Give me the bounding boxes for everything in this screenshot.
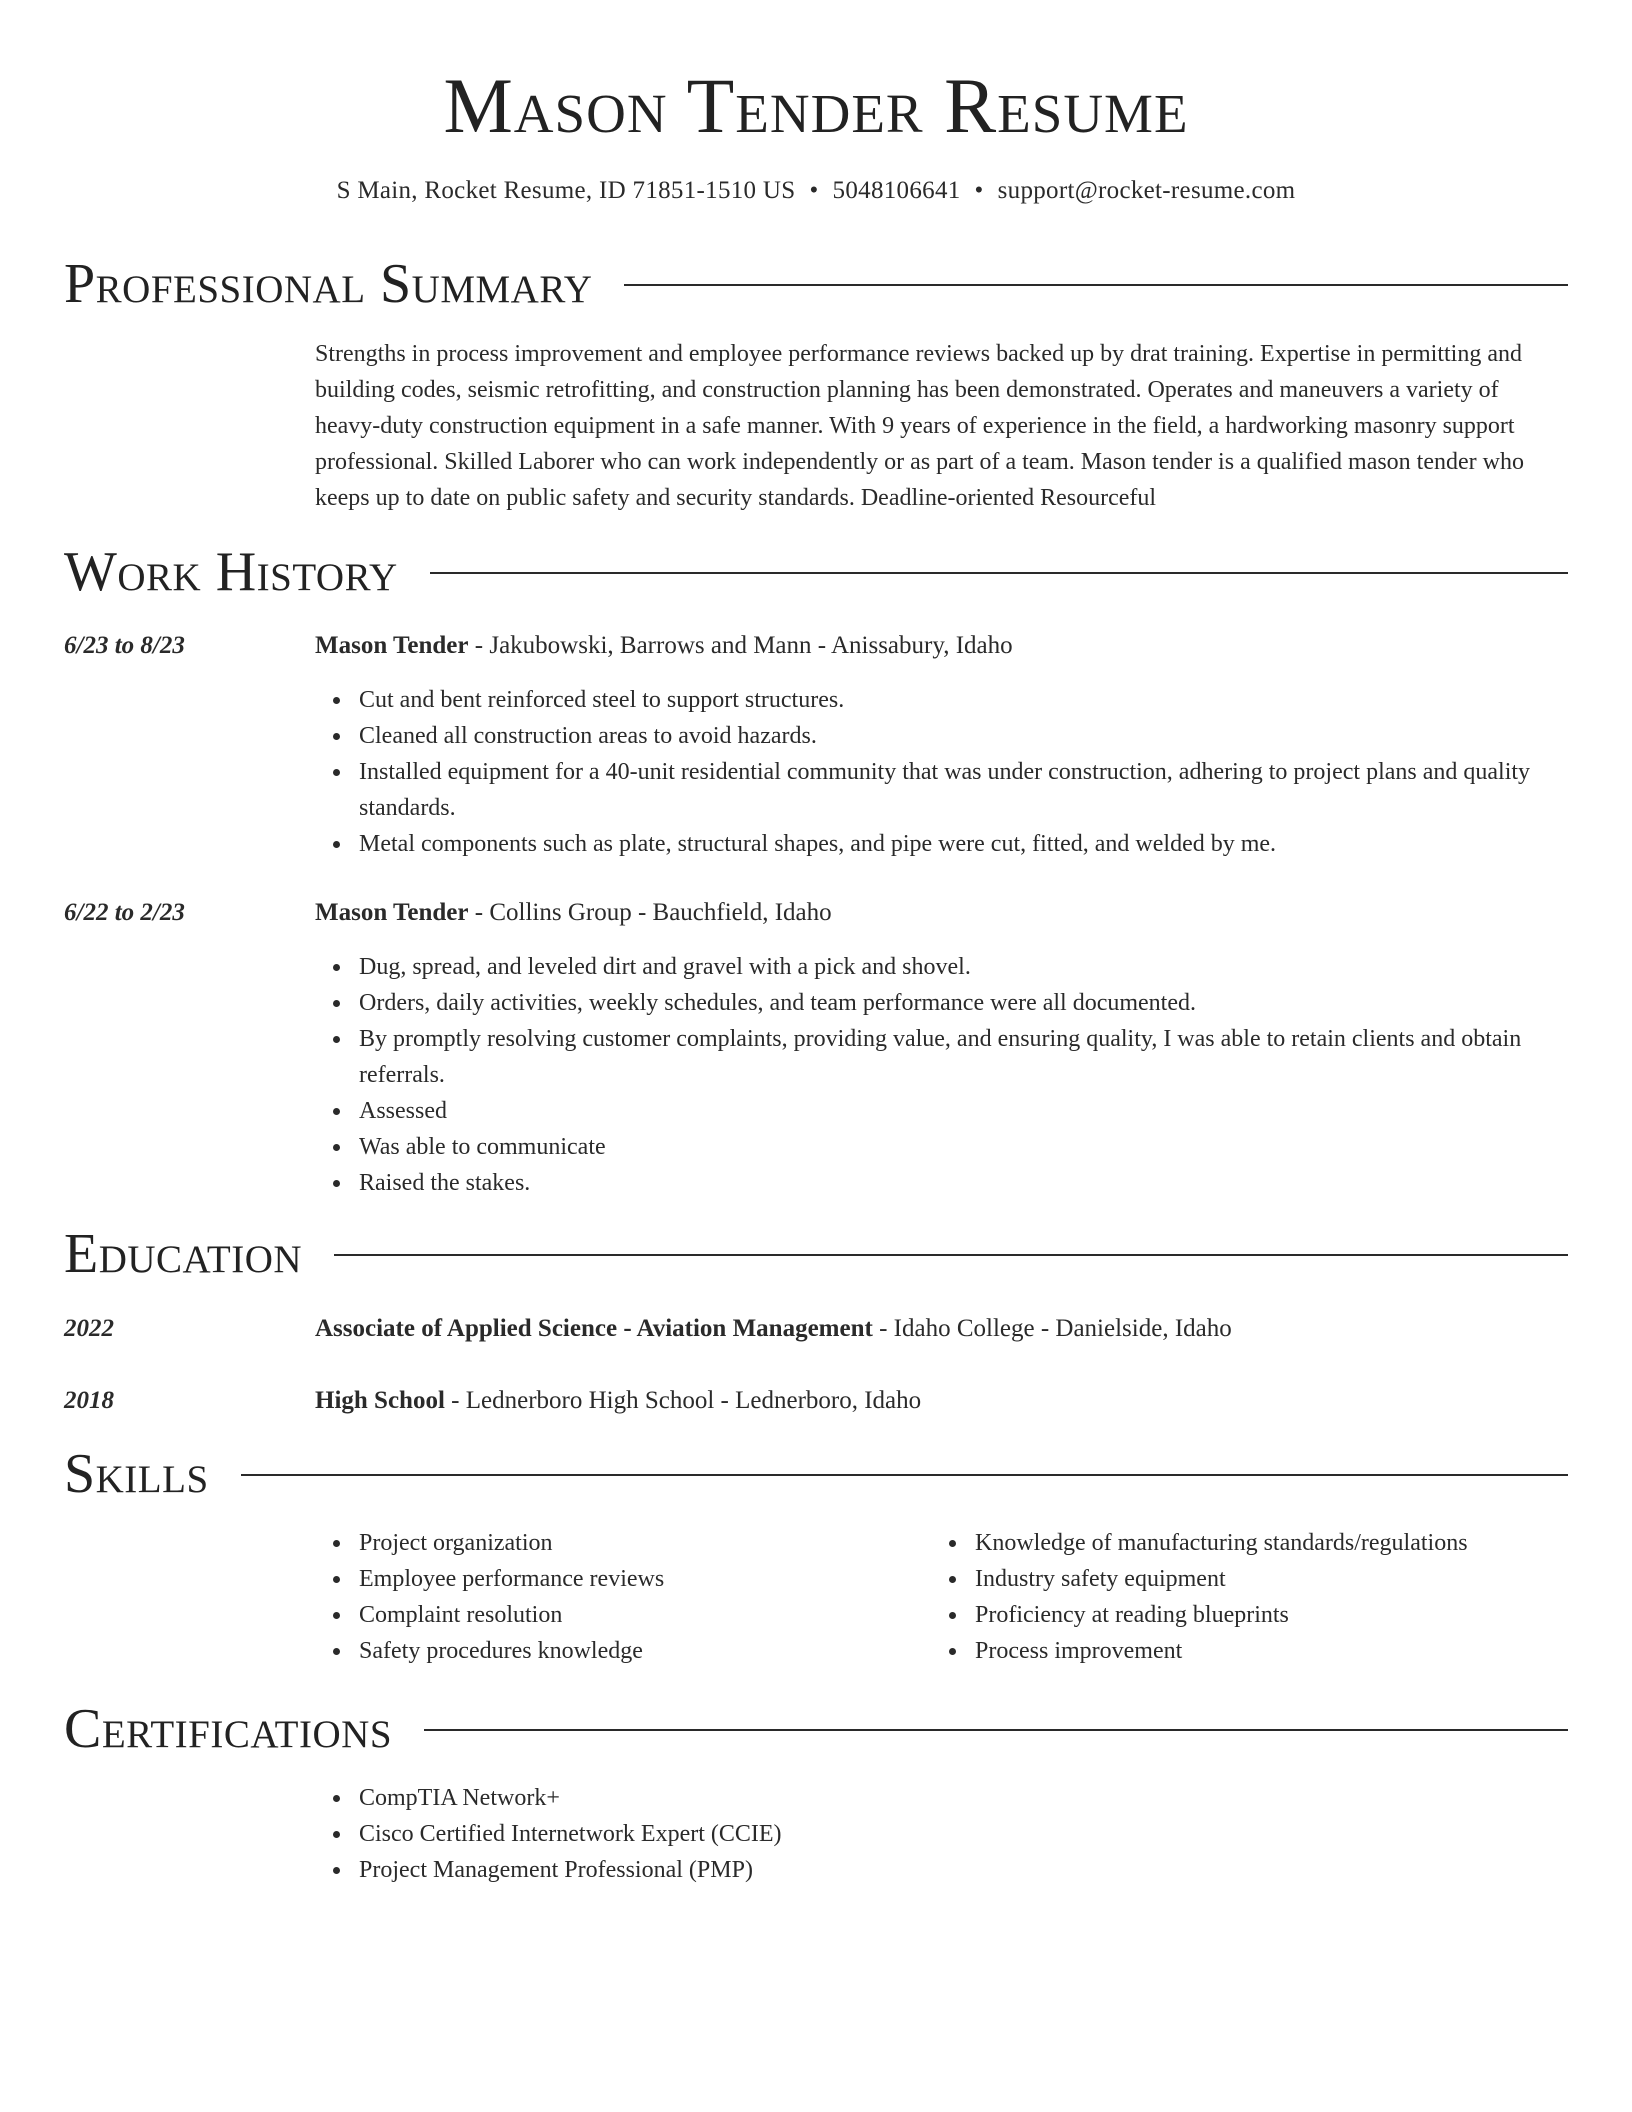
list-item: Knowledge of manufacturing standards/regulations [975,1525,1612,1561]
list-item: CompTIA Network+ [359,1780,1612,1816]
section-divider [424,1729,1568,1731]
list-item: Proficiency at reading blueprints [975,1597,1612,1633]
list-item: Metal components such as plate, structural shapes, and pipe were cut, fitted, and welded by me. [359,826,1612,862]
list-item: Cut and bent reinforced steel to support structures. [359,682,1612,718]
job-heading [315,628,1013,664]
education-heading [315,1311,1232,1347]
job-bullets [315,682,1612,862]
job-details: - Jakubowski, Barrows and Mann - Anissabury, Idaho [468,632,1013,659]
education-section-heading [64,1222,1568,1286]
phone: 5048106641 [832,177,961,204]
list-item: Installed equipment for a 40-unit residential community that was under construction, adhering to project plans and quality standards. [359,754,1612,826]
job-dates: 6/22 to 2/23 [64,899,185,926]
education-year: 2018 [64,1387,114,1414]
address: S Main, Rocket Resume, ID 71851-1510 US [336,177,796,204]
certifications-section-heading [64,1697,1568,1761]
education-details: - Lednerboro High School - Lednerboro, Idaho [444,1387,922,1414]
job-title: Mason Tender [315,899,469,926]
education-details: - Idaho College - Danielside, Idaho [872,1315,1232,1342]
skills-list-right [931,1525,1612,1669]
list-item: Project Management Professional (PMP) [359,1852,1612,1888]
section-title: Skills [64,1443,209,1505]
list-item: Raised the stakes. [359,1165,1612,1201]
skills-list-left [315,1525,959,1669]
list-item: Cisco Certified Internetwork Expert (CCIE) [359,1816,1612,1852]
education-year: 2022 [64,1315,114,1342]
section-title: Work History [64,541,398,603]
list-item: Project organization [359,1525,959,1561]
list-item: Orders, daily activities, weekly schedules, and team performance were all documented. [359,985,1612,1021]
contact-line [64,173,1568,209]
list-item: Process improvement [975,1633,1612,1669]
section-title: Certifications [64,1698,393,1760]
section-divider [430,572,1568,574]
list-item: Cleaned all construction areas to avoid hazards. [359,718,1612,754]
section-title: Education [64,1223,303,1285]
job-details: - Collins Group - Bauchfield, Idaho [468,899,832,926]
work-section-heading [64,540,1568,604]
list-item: Assessed [359,1093,1612,1129]
section-divider [241,1474,1568,1476]
section-divider [624,284,1568,286]
separator: • [809,177,819,204]
resume-title: Mason Tender Resume [443,62,1189,149]
list-item: Industry safety equipment [975,1561,1612,1597]
list-item: By promptly resolving customer complaints, providing value, and ensuring quality, I was able to retain clients and obtain referrals. [359,1021,1612,1093]
list-item: Safety procedures knowledge [359,1633,959,1669]
degree: High School [315,1387,445,1414]
job-dates: 6/23 to 8/23 [64,632,185,659]
job-title: Mason Tender [315,632,469,659]
summary-section-heading [64,252,1568,316]
certifications-list [315,1780,1612,1888]
job-bullets [315,949,1612,1201]
section-title: Professional Summary [64,253,593,315]
degree: Associate of Applied Science - Aviation Management [315,1315,873,1342]
list-item: Complaint resolution [359,1597,959,1633]
separator: • [974,177,984,204]
section-divider [334,1254,1568,1256]
job-heading [315,895,832,931]
email-link[interactable]: support@rocket-resume.com [997,177,1296,204]
education-heading [315,1383,921,1419]
skills-section-heading [64,1442,1568,1506]
list-item: Dug, spread, and leveled dirt and gravel with a pick and shovel. [359,949,1612,985]
list-item: Employee performance reviews [359,1561,959,1597]
summary-text: Strengths in process improvement and employee performance reviews backed up by drat training. Expertise in permitting and building codes, seismic retrofitting, and construction planning has been demonstrated. Operates and maneuvers a variety of heavy-duty construction equipment in a safe manner. With 9 years of experience in the field, a hardworking masonry support professional. Skilled Laborer who can work independently or as part of a team. Mason tender is a qualified mason tender who keeps up to date on public safety and security standards. Deadline-oriented Resourceful [315,341,1524,511]
list-item: Was able to communicate [359,1129,1612,1165]
